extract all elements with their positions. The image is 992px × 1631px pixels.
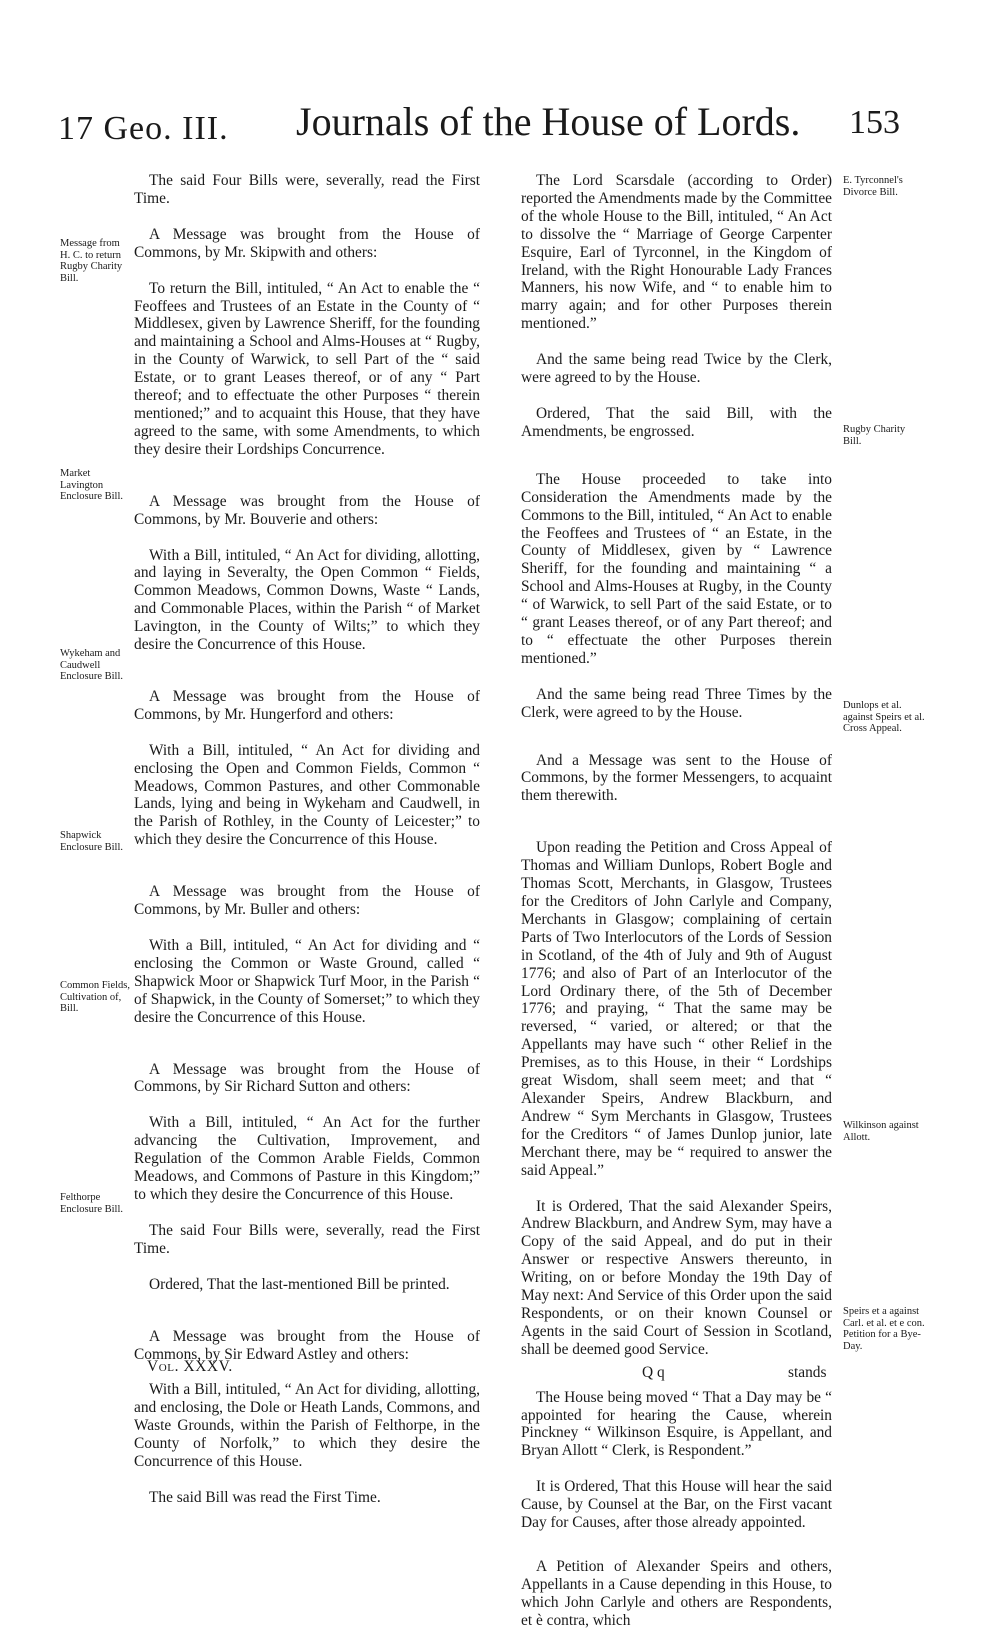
paragraph: It is Ordered, That this House will hear the said Cause, by Counsel at the Bar, on the First vacant Day for Causes, after those already appointed.	[521, 1478, 832, 1532]
paragraph: Ordered, That the said Bill, with the Amendments, be engrossed.	[521, 404, 832, 440]
paragraph: A Petition of Alexander Speirs and others, Appellants in a Cause depending in this House, to which John Carlyle and others are Respondents, et è contra, which	[521, 1558, 832, 1629]
margin-note: Market Lavington Enclosure Bill.	[60, 468, 123, 502]
margin-note: Common Fields, Cultivation of, Bill.	[60, 980, 131, 1014]
paragraph: It is Ordered, That the said Alexander Speirs, Andrew Blackburn, and Andrew Sym, may have a Copy of the said Appeal, and do put in their Answer or respective Answers thereunto, in Writing, on or before Monday the 19th Day of May next: And Service of this Order upon the said Respondents, or on their known Counsel or Agents in the said Court of Session in Scotland, shall be deemed good Service.	[521, 1197, 832, 1358]
paragraph: With a Bill, intituled, “ An Act for the further advancing the Cultivation, Improvement, and Regulation of the Common Arable Fields, Common Meadows, and Commons of Pasture in this Kingdom;” to which they desire the Concurrence of this House.	[134, 1114, 480, 1203]
paragraph: A Message was brought from the House of Commons, by Mr. Bouverie and others:	[134, 492, 480, 528]
page-header	[0, 92, 992, 162]
paragraph: With a Bill, intituled, “ An Act for dividing and enclosing the Open and Common Fields, Common “ Meadows, Common Pastures, and other Commonable Lands, lying and being in Wykeham and Caudwell, in the Parish of Rothley, in the County of Leicester;” to which they desire the Concurrence of this House.	[134, 741, 480, 849]
paragraph: And the same being read Twice by the Clerk, were agreed to by the House.	[521, 351, 832, 387]
paragraph: To return the Bill, intituled, “ An Act to enable the “ Feoffees and Trustees of an Estate in the County of “ Middlesex, given by Lawrence Sheriff, for the founding and maintaining a School and Alms-Houses at “ Rugby, in the County of Warwick, to sell Part of the “ said Estate, or to grant Leases thereof, or of any “ Part thereof; and to effectuate the other Purposes “ therein mentioned;” and to acquaint this House, that they have agreed to the same, with some Amendments, to which they desire their Lordships Concurrence.	[134, 279, 480, 458]
paragraph: The said Four Bills were, severally, read the First Time.	[134, 172, 480, 207]
margin-note: Wilkinson against Allott.	[843, 1120, 919, 1143]
journal-title: Journals of the House of Lords.	[296, 99, 801, 144]
left-column	[134, 172, 480, 1507]
right-column	[521, 172, 832, 1630]
margin-note: Speirs et a against Carl. et al. et e con. Petition for a Bye-Day.	[843, 1306, 925, 1352]
paragraph: The House proceeded to take into Consideration the Amendments made by the Commons to the Bill, intituled, “ An Act to enable the Feoffees and Trustees of “ an Estate, in the County of Middlesex, given by “ Lawrence Sheriff, for the founding and maintaining “ a School and Alms-Houses at Rugby, in the County “ of Warwick, to sell Part of the said Estate, or to “ grant Leases thereof, or of any Part thereof; and to “ effectuate the other Purposes therein mentioned.”	[521, 470, 832, 667]
margin-note: Dunlops et al. against Speirs et al. Cross Appeal.	[843, 700, 925, 734]
paragraph: A Message was brought from the House of Commons, by Mr. Buller and others:	[134, 883, 480, 919]
regnal-year: 17 Geo. III.	[58, 110, 229, 147]
margin-note: E. Tyrconnel's Divorce Bill.	[843, 175, 903, 198]
paragraph: And the same being read Three Times by the Clerk, were agreed to by the House.	[521, 685, 832, 721]
paragraph: And a Message was sent to the House of Commons, by the former Messengers, to acquaint them therewith.	[521, 751, 832, 805]
volume-number: Vol. XXXV.	[147, 1358, 233, 1375]
paragraph: The House being moved “ That a Day may be “ appointed for hearing the Cause, wherein Pinckney “ Wilkinson Esquire, is Appellant, and Bryan Allott “ Clerk, is Respondent.”	[521, 1388, 832, 1460]
margin-note: Shapwick Enclosure Bill.	[60, 830, 123, 853]
page-number: 153	[849, 104, 900, 141]
paragraph: A Message was brought from the House of Commons, by Sir Richard Sutton and others:	[134, 1060, 480, 1096]
paragraph: With a Bill, intituled, “ An Act for dividing and “ enclosing the Common or Waste Ground, called “ Shapwick Moor or Shapwick Turf Moor, in the Parish “ of Shapwick, in the County of Somerset;” to which they desire the Concurrence of this House.	[134, 937, 480, 1026]
paragraph: A Message was brought from the House of Commons, by Sir Edward Astley and others:	[134, 1327, 480, 1363]
paragraph: With a Bill, intituled, “ An Act for dividing, allotting, and laying in Severalty, the Open Common “ Fields, Common Meadows, Common Downs, Waste “ Lands, and Commonable Places, within the Parish “ of Market Lavington, in the County of Wilts;” to which they desire the Concurrence of this House.	[134, 546, 480, 654]
paragraph: The said Four Bills were, severally, read the First Time.	[134, 1221, 480, 1257]
margin-note: Message from H. C. to return Rugby Charity Bill.	[60, 238, 123, 284]
paragraph: With a Bill, intituled, “ An Act for dividing, allotting, and enclosing, the Dole or Heath Lands, Commons, and Waste Grounds, within the Parish of Felthorpe, in the County of Norfolk,” to which they desire the Concurrence of this House.	[134, 1381, 480, 1471]
paragraph: The Lord Scarsdale (according to Order) reported the Amendments made by the Committee of the whole House to the Bill, intituled, “ An Act to dissolve the “ Marriage of George Carpenter Esquire, Earl of Tyrconnel, in the Kingdom of Ireland, with the Right Honourable Lady Frances Manners, his now Wife, and “ to enable him to marry again; and for other Purposes therein mentioned.”	[521, 172, 832, 333]
paragraph: Ordered, That the last-mentioned Bill be printed.	[149, 1275, 450, 1293]
paragraph: The said Bill was read the First Time.	[149, 1488, 381, 1506]
signature-mark: Q q	[642, 1364, 665, 1381]
margin-note: Wykeham and Caudwell Enclosure Bill.	[60, 648, 123, 682]
paragraph: A Message was brought from the House of Commons, by Mr. Hungerford and others:	[134, 687, 480, 723]
margin-note: Felthorpe Enclosure Bill.	[60, 1192, 123, 1215]
margin-note: Rugby Charity Bill.	[843, 424, 906, 447]
paragraph: Upon reading the Petition and Cross Appeal of Thomas and William Dunlops, Robert Bogle and Thomas Scott, Merchants, in Glasgow, Trustees for the Creditors of John Carlyle and Company, Merchants in Glasgow; complaining of certain Parts of Two Interlocutors of the Lords of Session in Scotland, of the 4th of July and 9th of August 1776; and also of Part of an Interlocutor of the Lord Ordinary there, of the 5th of December 1776; and praying, “ That the same may be reversed, “ varied, or altered; or that the Appellants may have such “ other Relief in the Premises, as to this House, in their “ Lordships great Wisdom, shall seem meet; and that “ Alexander Speirs, Andrew Blackburn, and Andrew “ Sym Merchants in Glasgow, Trustees for the Creditors “ of James Dunlop junior, late Merchant there, may be “ required to answer the said Appeal.”	[521, 839, 832, 1179]
catchword: stands	[788, 1364, 827, 1381]
paragraph: A Message was brought from the House of Commons, by Mr. Skipwith and others:	[134, 225, 480, 261]
